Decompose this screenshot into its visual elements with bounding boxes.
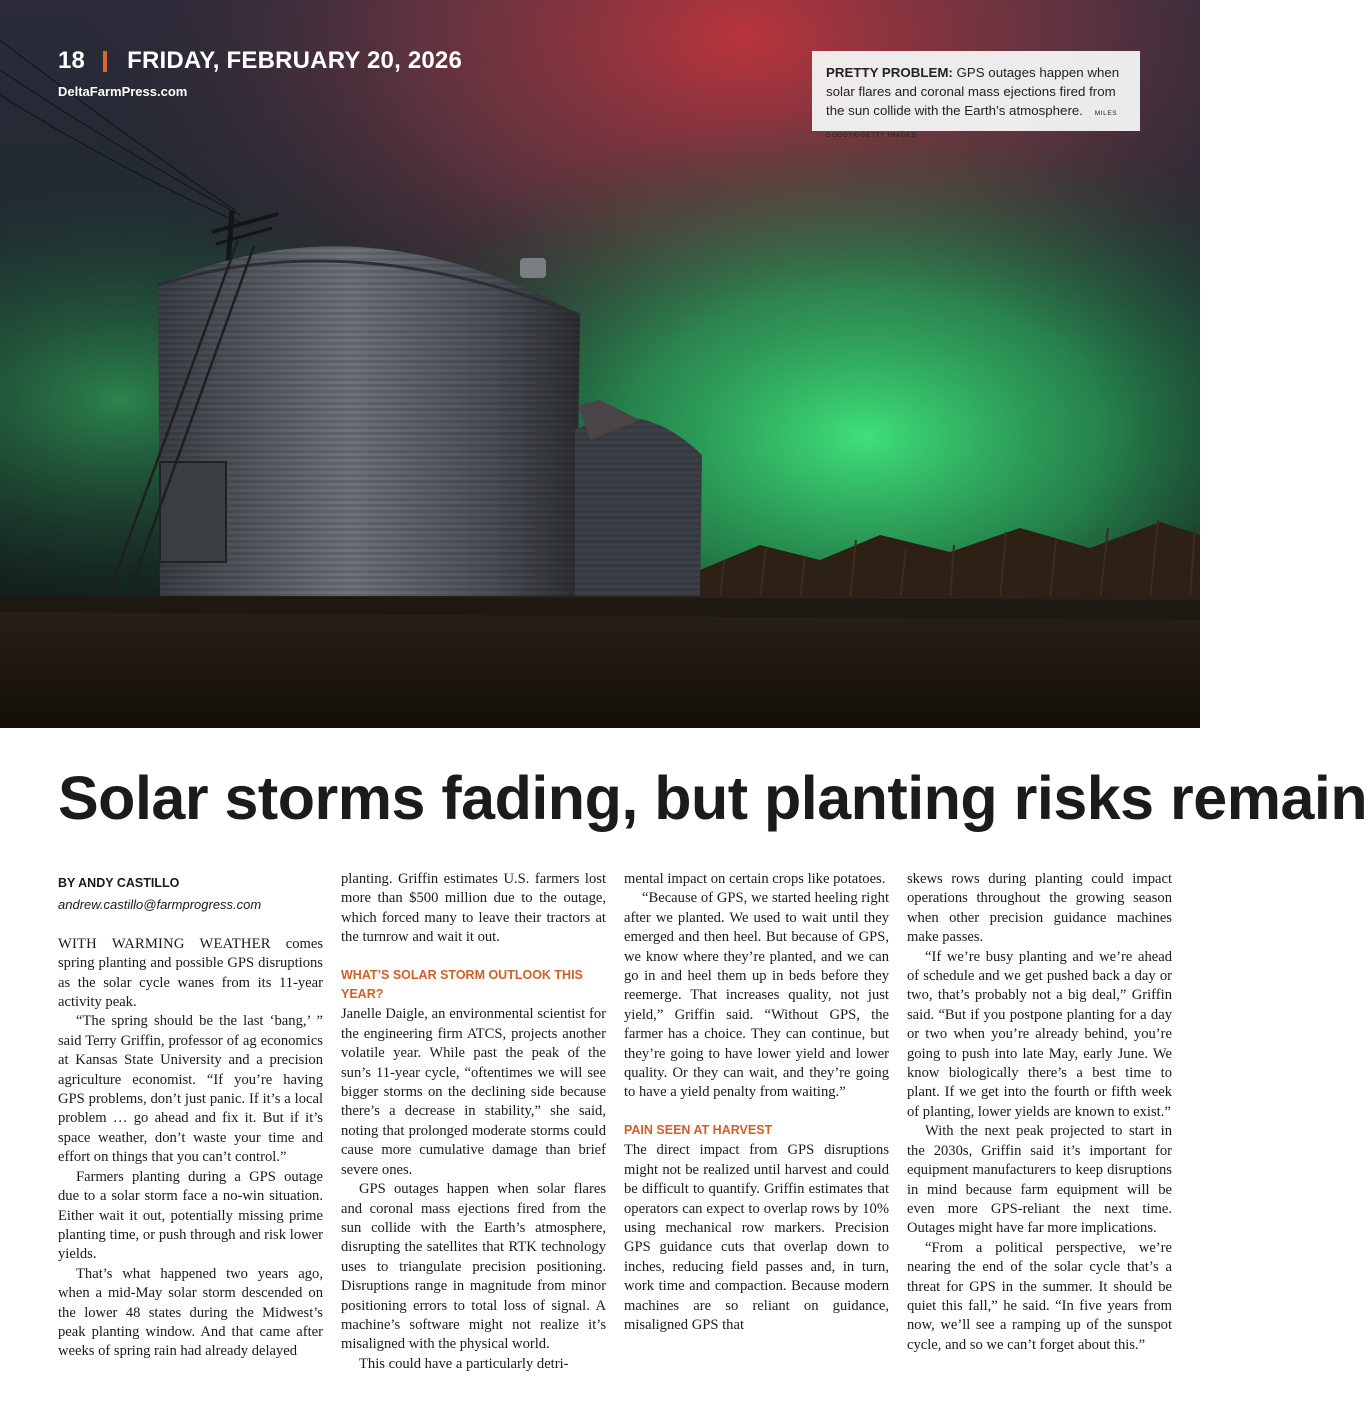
paragraph: planting. Griffin estimates U.S. farmers lost more than $500 million due to the outage, which forced many to leave their tractors at the turnrow and wait it out. (341, 871, 606, 946)
paragraph: “From a political perspective, we’re nearing the end of the solar cycle that’s a threat for GPS in the summer. It should be quiet this fall,” he said. “In five years from now, we’ll see a ramping up of the sunspot cycle, and so we can’t forget about this.” (907, 1239, 1172, 1353)
section-subhead: PAIN SEEN AT HARVEST (624, 1122, 773, 1137)
caption-text: GPS outages happen when solar flares and coronal mass ejections fired from the sun collide with the Earth’s atmosphere. (826, 65, 1120, 118)
issue-date: FRIDAY, FEBRUARY 20, 2026 (127, 47, 463, 74)
byline: BY ANDY CASTILLO (58, 876, 180, 890)
photo-credit: MILES GOODYK/GETTY IMAGES (826, 110, 1118, 139)
article-column-3 (624, 870, 889, 1335)
website-link[interactable]: DeltaFarmPress.com (58, 84, 188, 99)
caption-label: PRETTY PROBLEM: (826, 65, 953, 80)
author-email[interactable]: andrew.castillo@farmprogress.com (58, 897, 262, 913)
section-subhead: WHAT’S SOLAR STORM OUTLOOK THIS YEAR? (341, 967, 583, 1002)
paragraph: This could have a particularly detri- (359, 1355, 569, 1372)
paragraph: Janelle Daigle, an environmental scientist for the engineering firm ATCS, projects another volatile year. While past the peak of the sun’s 11-year cycle, “oftentimes we will see bigger storms on the declining side because there’s a decrease in stability,” she said, noting that prolonged moderate storms could cause more cumulative damage than brief severe ones. (341, 1006, 606, 1178)
article-headline: Solar storms fading, but planting risks remain (58, 764, 1367, 832)
paragraph: The direct impact from GPS disruptions might not be realized until harvest and could be difficult to quantify. Griffin estimates that operators can expect to overlap rows by 10% using mechanical row markers. Precision GPS guidance cuts that overlap down to inches, reducing field passes and, in turn, work time and compaction. Because modern machines are so reliant on guidance, misaligned GPS that (624, 1142, 889, 1333)
paragraph: GPS outages happen when solar flares and coronal mass ejections fired from the sun collide with the Earth’s atmosphere, disrupting the satellites that RTK technology uses to triangulate precision positioning. Disruptions range in magnitude from minor positioning errors to total loss of signal. A machine’s software might not realize it’s misaligned with the physical world. (341, 1181, 606, 1353)
paragraph: “Because of GPS, we started heeling right after we planted. We used to wait until they emerged and then heel. But because of GPS, we know where they’re planted, and we can go in and heel them up in beds before they reemerge. That increases quality, not just yield,” Griffin said. “Without GPS, the farmer has a choice. They can continue, but they’re going to have lower yield and lower quality. Or they can wait, and they’re going to have a yield penalty from waiting.” (624, 890, 889, 1101)
aurora-grain-bins-photo (0, 0, 1200, 728)
paragraph: mental impact on certain crops like potatoes. (624, 871, 886, 887)
article-column-1 (58, 870, 323, 1362)
paragraph: “The spring should be the last ‘bang,’ ” said Terry Griffin, professor of ag economics at Kansas State University and a precision agriculture economist. “If you’re having GPS problems, don’t just panic. If it’s a local problem … go ahead and fix it. But if it’s space weather, don’t waste your time and effort on things that you can’t control.” (58, 1013, 323, 1166)
page-folio (58, 47, 462, 99)
photo-caption (812, 51, 1140, 139)
paragraph: “If we’re busy planting and we’re ahead of schedule and we get pushed back a day or two, that’s probably not a big deal,” Griffin said. “But if you postpone planting for a day or two when you’re already behind, you’re going to push into late May, early June. We know biologically there’s a best time to plant. If we get into the fourth or fifth week of planting, lower yields are known to exist.” (907, 948, 1172, 1120)
paragraph: WITH WARMING WEATHER comes spring planting and possible GPS disruptions as the solar cycle wanes from its 11-year activity peak. (58, 935, 323, 1011)
paragraph: Farmers planting during a GPS outage due to a solar storm face a no-win situation. Either wait it out, potentially missing prime planting time, or push through and risk lower yields. (58, 1168, 323, 1263)
article-column-2 (341, 870, 606, 1374)
paragraph: skews rows during planting could impact operations throughout the growing season when other precision guidance machines make passes. (907, 871, 1172, 946)
page-number: 18 (58, 47, 86, 74)
paragraph: That’s what happened two years ago, when a mid-May solar storm descended on the lower 48 states during the Midwest’s peak planting window. And that came after weeks of spring rain had already delayed (58, 1265, 323, 1360)
folio-divider (103, 51, 107, 72)
lead-in: WITH WARMING WEATHER (58, 935, 271, 952)
article-column-4 (907, 870, 1172, 1355)
paragraph: With the next peak projected to start in the 2030s, Griffin said it’s important for equipment manufacturers to keep disruptions in mind because farm equipment will be even more GPS-reliant the next time. Outages might have far more implications. (907, 1123, 1172, 1237)
